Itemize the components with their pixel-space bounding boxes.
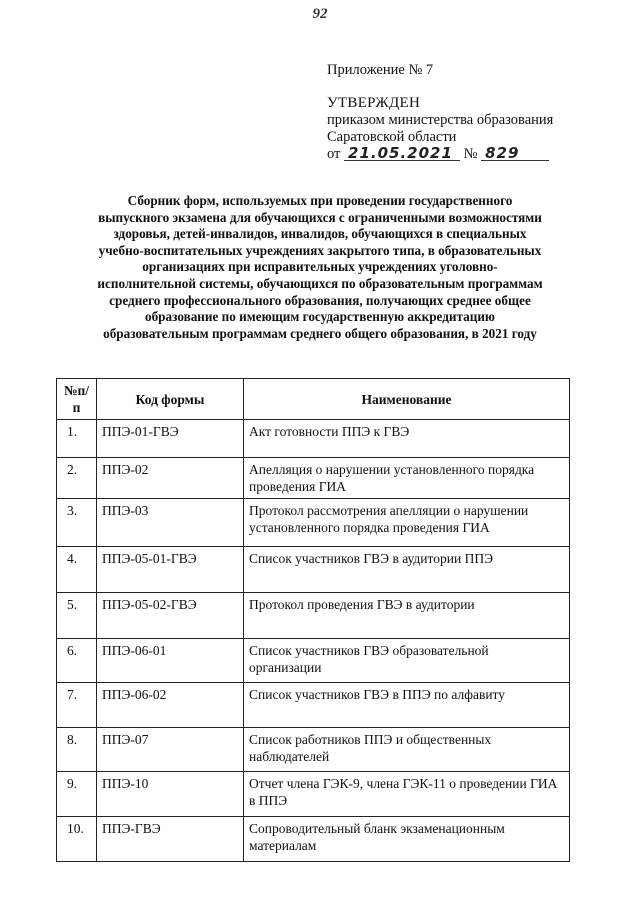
row-name: Акт готовности ППЭ к ГВЭ [244, 420, 570, 458]
appendix-label: Приложение № 7 [327, 62, 434, 78]
table-row [57, 639, 570, 683]
date-prefix: от [327, 146, 341, 162]
row-num: 8. [57, 728, 97, 772]
table-header-row [57, 379, 570, 420]
row-code: ППЭ-05-01-ГВЭ [97, 547, 244, 593]
table-row [57, 547, 570, 593]
row-num: 2. [57, 458, 97, 499]
row-code: ППЭ-03 [97, 499, 244, 547]
handwritten-date: 21.05.2021 [344, 146, 460, 161]
title-line: образовательным программам среднего общего образования, в 2021 году [103, 325, 537, 341]
table-row [57, 683, 570, 728]
title-line: здоровья, детей-инвалидов, инвалидов, обучающихся в специальных [113, 226, 527, 242]
row-num: 9. [57, 772, 97, 817]
row-num: 5. [57, 593, 97, 639]
forms-table [56, 378, 570, 862]
row-name: Список участников ГВЭ в аудитории ППЭ [244, 547, 570, 593]
row-code: ППЭ-07 [97, 728, 244, 772]
approval-block [327, 62, 627, 163]
row-num: 6. [57, 639, 97, 683]
page-number: 92 [312, 6, 328, 22]
table-row [57, 772, 570, 817]
title-line: Сборник форм, используемых при проведении государственного [127, 193, 513, 208]
row-name: Отчет члена ГЭК-9, члена ГЭК-11 о проведении ГИА в ППЭ [244, 772, 570, 817]
table-row [57, 458, 570, 499]
date-line [327, 146, 627, 163]
table-row [57, 499, 570, 547]
row-code: ППЭ-06-02 [97, 683, 244, 728]
row-name: Список участников ГВЭ в ППЭ по алфавиту [244, 683, 570, 728]
row-num: 10. [57, 817, 97, 862]
table-row [57, 817, 570, 862]
table-row [57, 728, 570, 772]
order-line-2: Саратовской области [327, 129, 457, 145]
handwritten-number: 829 [481, 146, 549, 161]
table-row [57, 420, 570, 458]
row-name: Сопроводительный бланк экзаменационным материалам [244, 817, 570, 862]
row-num: 3. [57, 499, 97, 547]
order-line-1: приказом министерства образования [327, 112, 554, 128]
row-name: Список работников ППЭ и общественных наблюдателей [244, 728, 570, 772]
row-num: 1. [57, 420, 97, 458]
row-code: ППЭ-02 [97, 458, 244, 499]
row-num: 4. [57, 547, 97, 593]
title-line: образование по имеющим государственную аккредитацию [144, 309, 496, 325]
row-code: ППЭ-06-01 [97, 639, 244, 683]
document-title [40, 193, 600, 342]
table-row [57, 593, 570, 639]
header-name: Наименование [244, 379, 570, 420]
row-name: Протокол проведения ГВЭ в аудитории [244, 593, 570, 639]
title-line: организациях при исправительных учреждениях уголовно- [142, 259, 498, 275]
title-line: среднего профессионального образования, получающих среднее общее [109, 292, 531, 308]
row-code: ППЭ-01-ГВЭ [97, 420, 244, 458]
number-prefix: № [463, 146, 478, 162]
row-name: Список участников ГВЭ образовательной организации [244, 639, 570, 683]
header-num: №п/п [57, 379, 97, 420]
row-code: ППЭ-ГВЭ [97, 817, 244, 862]
title-line: выпускного экзамена для обучающихся с ограниченными возможностями [98, 209, 542, 225]
title-line: учебно-воспитательных учреждениях закрытого типа, в образовательных [98, 242, 542, 258]
row-name: Протокол рассмотрения апелляции о нарушении установленного порядка проведения ГИА [244, 499, 570, 547]
row-num: 7. [57, 683, 97, 728]
approved-label: УТВЕРЖДЕН [327, 95, 421, 111]
header-code: Код формы [97, 379, 244, 420]
row-code: ППЭ-10 [97, 772, 244, 817]
title-line: исполнительной системы, обучающихся по образовательным программам [97, 275, 543, 291]
row-name: Апелляция о нарушении установленного порядка проведения ГИА [244, 458, 570, 499]
row-code: ППЭ-05-02-ГВЭ [97, 593, 244, 639]
